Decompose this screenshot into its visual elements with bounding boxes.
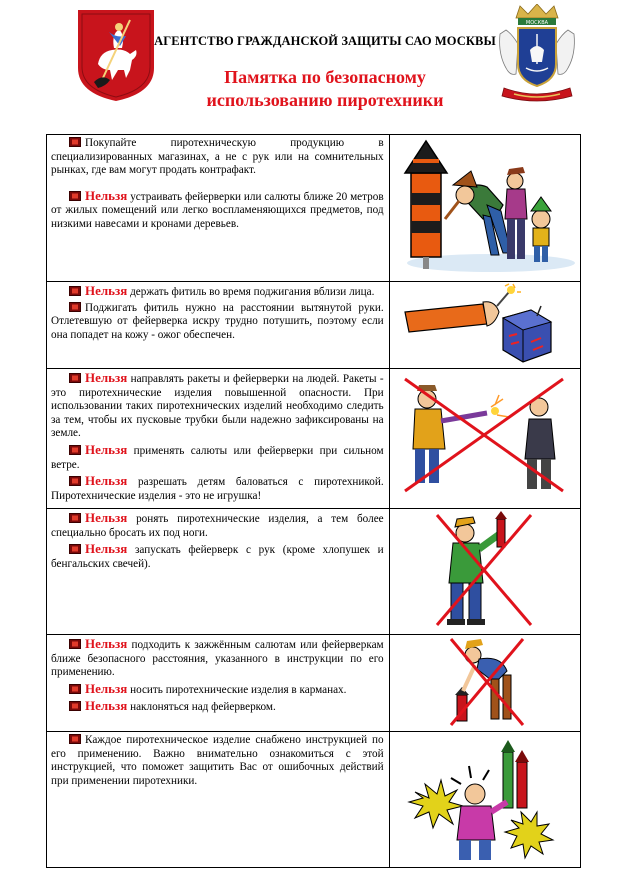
rule-text-cell xyxy=(47,369,390,509)
bullet-icon xyxy=(69,476,81,486)
warning-keyword: Нельзя xyxy=(85,187,128,203)
rule-item xyxy=(51,542,384,571)
rule-text-cell xyxy=(47,282,390,369)
firework-aimed-at-person-crossed-icon xyxy=(391,369,579,499)
leaning-over-firework-crossed-icon xyxy=(391,635,579,729)
rule-row xyxy=(47,509,581,635)
bullet-icon xyxy=(69,302,81,312)
rule-text: направлять ракеты и фейерверки на людей. Ракеты - это пиротехнические изделия повышенной опасности. При использовании таких пиротехнических изделий необходимо следить за тем, чтобы их пусковые трубки были надежно зафиксированы на земле. xyxy=(51,373,384,440)
title-line-2: использованию пиротехники xyxy=(206,90,444,110)
rule-row xyxy=(47,635,581,732)
rule-image-cell xyxy=(389,732,580,868)
rule-text: Каждое пиротехническое изделие снабжено инструкцией по его применению. Важно внимательно ознакомиться с этой инструкцией, что поможет защитить Вас от ошибочных действий при применении пиротехники. xyxy=(51,734,384,787)
rule-text: носить пиротехнические изделия в карманах. xyxy=(127,683,347,696)
warning-keyword: Нельзя xyxy=(85,510,128,525)
warning-keyword: Нельзя xyxy=(85,541,128,557)
rule-text: наклоняться над фейерверком. xyxy=(127,701,276,714)
rule-row xyxy=(47,282,581,369)
bullet-icon xyxy=(69,373,81,383)
rule-text: Покупайте пиротехническую продукцию в специализированных магазинах, а не с рук или на сомнительных рынках, где вам могут продать контрафакт. xyxy=(51,137,384,177)
rule-text-cell xyxy=(47,732,390,868)
rule-row xyxy=(47,135,581,282)
rule-text: подходить к зажжённым салютам или фейерверкам ближе безопасного расстояния, указанного в инструкции по его применению. xyxy=(51,639,384,679)
rule-text: Поджигать фитиль нужно на расстоянии вытянутой руки. Отлетевшую от фейерверка искру трудно потушить, поэтому если она попадет на кожу - ожог обеспечен. xyxy=(51,301,384,341)
title-line-1: Памятка по безопасному xyxy=(224,67,426,87)
bullet-icon xyxy=(69,544,81,554)
rule-item xyxy=(51,137,384,178)
bullet-icon xyxy=(69,701,81,711)
hand-lighting-fuse-icon xyxy=(391,282,579,366)
rule-text-cell xyxy=(47,509,390,635)
warning-keyword: Нельзя xyxy=(85,636,128,651)
page-title xyxy=(150,66,500,112)
rule-text: ронять пиротехнические изделия, а тем более специально бросать их под ноги. xyxy=(51,513,384,539)
bullet-icon xyxy=(69,734,81,744)
moscow-coat-of-arms-icon xyxy=(76,8,156,103)
rule-text-cell xyxy=(47,135,390,282)
rule-item xyxy=(51,699,384,715)
rule-item xyxy=(51,511,384,540)
rule-image-cell xyxy=(389,635,580,732)
bullet-icon xyxy=(69,445,81,455)
warning-keyword: Нельзя xyxy=(85,441,128,457)
rule-row xyxy=(47,369,581,509)
bullet-icon xyxy=(69,684,81,694)
rule-text-cell xyxy=(47,635,390,732)
firework-accident-icon xyxy=(391,732,579,864)
agency-name: АГЕНТСТВО ГРАЖДАНСКОЙ ЗАЩИТЫ САО МОСКВЫ xyxy=(154,34,496,48)
rule-text: запускать фейерверк с рук (кроме хлопушек и бенгальских свечей). xyxy=(51,544,384,570)
bullet-icon xyxy=(69,639,81,649)
firework-in-hand-crossed-icon xyxy=(391,509,579,631)
rule-item xyxy=(51,302,384,343)
page-header xyxy=(0,0,625,130)
rule-item xyxy=(51,371,384,441)
bullet-icon xyxy=(69,191,81,201)
bullet-icon xyxy=(69,513,81,523)
rule-image-cell xyxy=(389,282,580,369)
warning-keyword: Нельзя xyxy=(85,370,128,385)
warning-keyword: Нельзя xyxy=(85,283,128,298)
rule-text: держать фитиль во время поджигания вблизи лица. xyxy=(127,286,375,298)
bullet-icon xyxy=(69,286,81,296)
warning-keyword: Нельзя xyxy=(85,680,128,696)
rule-item xyxy=(51,189,384,232)
rule-image-cell xyxy=(389,135,580,282)
rule-text: применять салюты или фейерверки при сильном ветре. xyxy=(51,444,384,471)
rules-table xyxy=(46,134,581,868)
warning-keyword: Нельзя xyxy=(85,473,128,489)
rule-text: устраивать фейерверки или салюты ближе 20 метров от жилых помещений или легко воспламеняющихся предметов, под низкими навесами и кронами деревьев. xyxy=(51,190,384,230)
rule-row xyxy=(47,732,581,868)
rule-item xyxy=(51,474,384,503)
rule-image-cell xyxy=(389,509,580,635)
rule-item xyxy=(51,443,384,472)
sao-coat-of-arms-icon xyxy=(496,4,578,104)
rule-item xyxy=(51,682,384,698)
rule-item xyxy=(51,734,384,788)
rule-image-cell xyxy=(389,369,580,509)
emblem-banner-text: МОСКВА xyxy=(525,20,549,26)
rule-item xyxy=(51,637,384,680)
warning-keyword: Нельзя xyxy=(85,698,128,714)
rule-item xyxy=(51,284,384,300)
people-lighting-firework-icon xyxy=(391,135,579,275)
bullet-icon xyxy=(69,137,81,147)
rule-text: разрешать детям баловаться с пиротехникой. Пиротехнические изделия - это не игрушка! xyxy=(51,476,384,502)
